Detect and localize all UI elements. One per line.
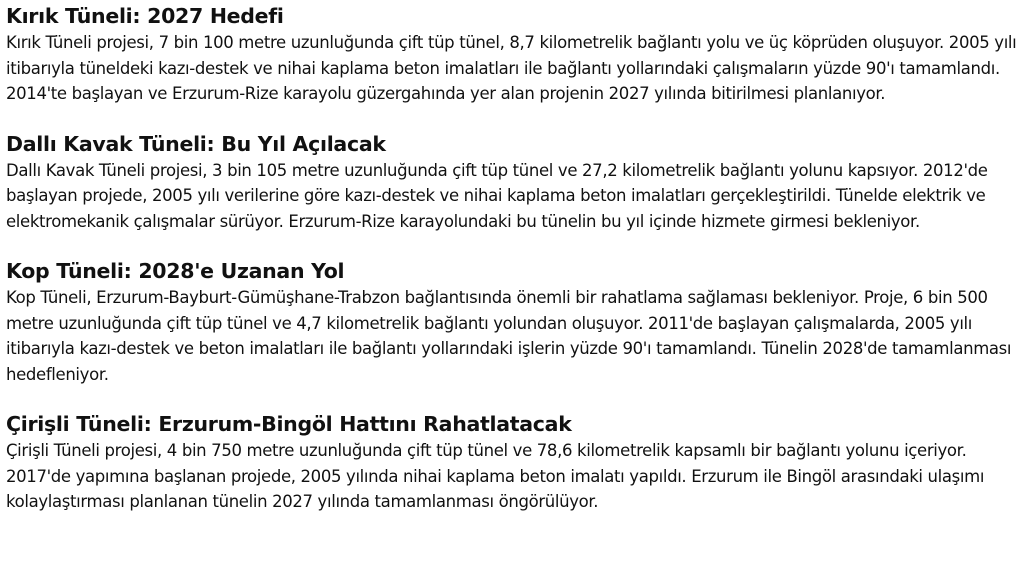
section-paragraph: Dallı Kavak Tüneli projesi, 3 bin 105 metre uzunluğunda çift tüp tünel ve 27,2 kilometrelik bağlantı yolunu kapsıyor. 2012'de başlayan projede, 2005 yılı verilerine göre kazı-destek ve nihai kaplama beton imalatları gerçekleştirildi. Tünelde elektrik ve elektromekanik çalışmalar sürüyor. Erzurum-Rize karayolundaki bu tünelin bu yıl içinde hizmete girmesi bekleniyor. bbox=[6, 160, 988, 231]
section-paragraph: Kop Tüneli, Erzurum-Bayburt-Gümüşhane-Trabzon bağlantısında önemli bir rahatlama sağlaması bekleniyor. Proje, 6 bin 500 metre uzunluğunda çift tüp tünel ve 4,7 kilometrelik bağlantı yolundan oluşuyor. 2011'de başlayan çalışmalarda, 2005 yılı itibarıyla kazı-destek ve beton imalatları ile bağlantı yollarındaki işlerin yüzde 90'ı tamamlandı. Tünelin 2028'de tamamlanması hedefleniyor. bbox=[6, 288, 1012, 384]
section-dalli-kavak-tunnel bbox=[6, 128, 1036, 235]
section-title: Çirişli Tüneli: Erzurum-Bingöl Hattını Rahatlatacak bbox=[6, 412, 572, 436]
section-title: Dallı Kavak Tüneli: Bu Yıl Açılacak bbox=[6, 131, 386, 156]
section-title: Kop Tüneli: 2028'e Uzanan Yol bbox=[6, 259, 345, 283]
section-title: Kırık Tüneli: 2027 Hedefi bbox=[6, 4, 284, 28]
section-paragraph: Çirişli Tüneli projesi, 4 bin 750 metre uzunluğunda çift tüp tünel ve 78,6 kilometrelik kapsamlı bir bağlantı yolunu içeriyor. 2017'de yapımına başlanan projede, 2005 yılında nihai kaplama beton imalatı yapıldı. Erzurum ile Bingöl arasındaki ulaşımı kolaylaştırması planlanan tünelin 2027 yılında tamamlanması öngörülüyor. bbox=[6, 441, 985, 511]
section-paragraph: Kırık Tüneli projesi, 7 bin 100 metre uzunluğunda çift tüp tünel, 8,7 kilometrelik bağlantı yolu ve üç köprüden oluşuyor. 2005 yılı itibarıyla tüneldeki kazı-destek ve nihai kaplama beton imalatları ile bağlantı yollarındaki çalışmaların yüzde 90'ı tamamlandı. 2014'te başlayan ve Erzurum-Rize karayolu güzergahında yer alan projenin 2027 yılında bitirilmesi planlanıyor. bbox=[6, 33, 1017, 103]
section-kop-tunnel bbox=[6, 255, 1036, 387]
section-cirisli-tunnel bbox=[6, 408, 1036, 515]
section-kirik-tunnel bbox=[6, 0, 1036, 107]
